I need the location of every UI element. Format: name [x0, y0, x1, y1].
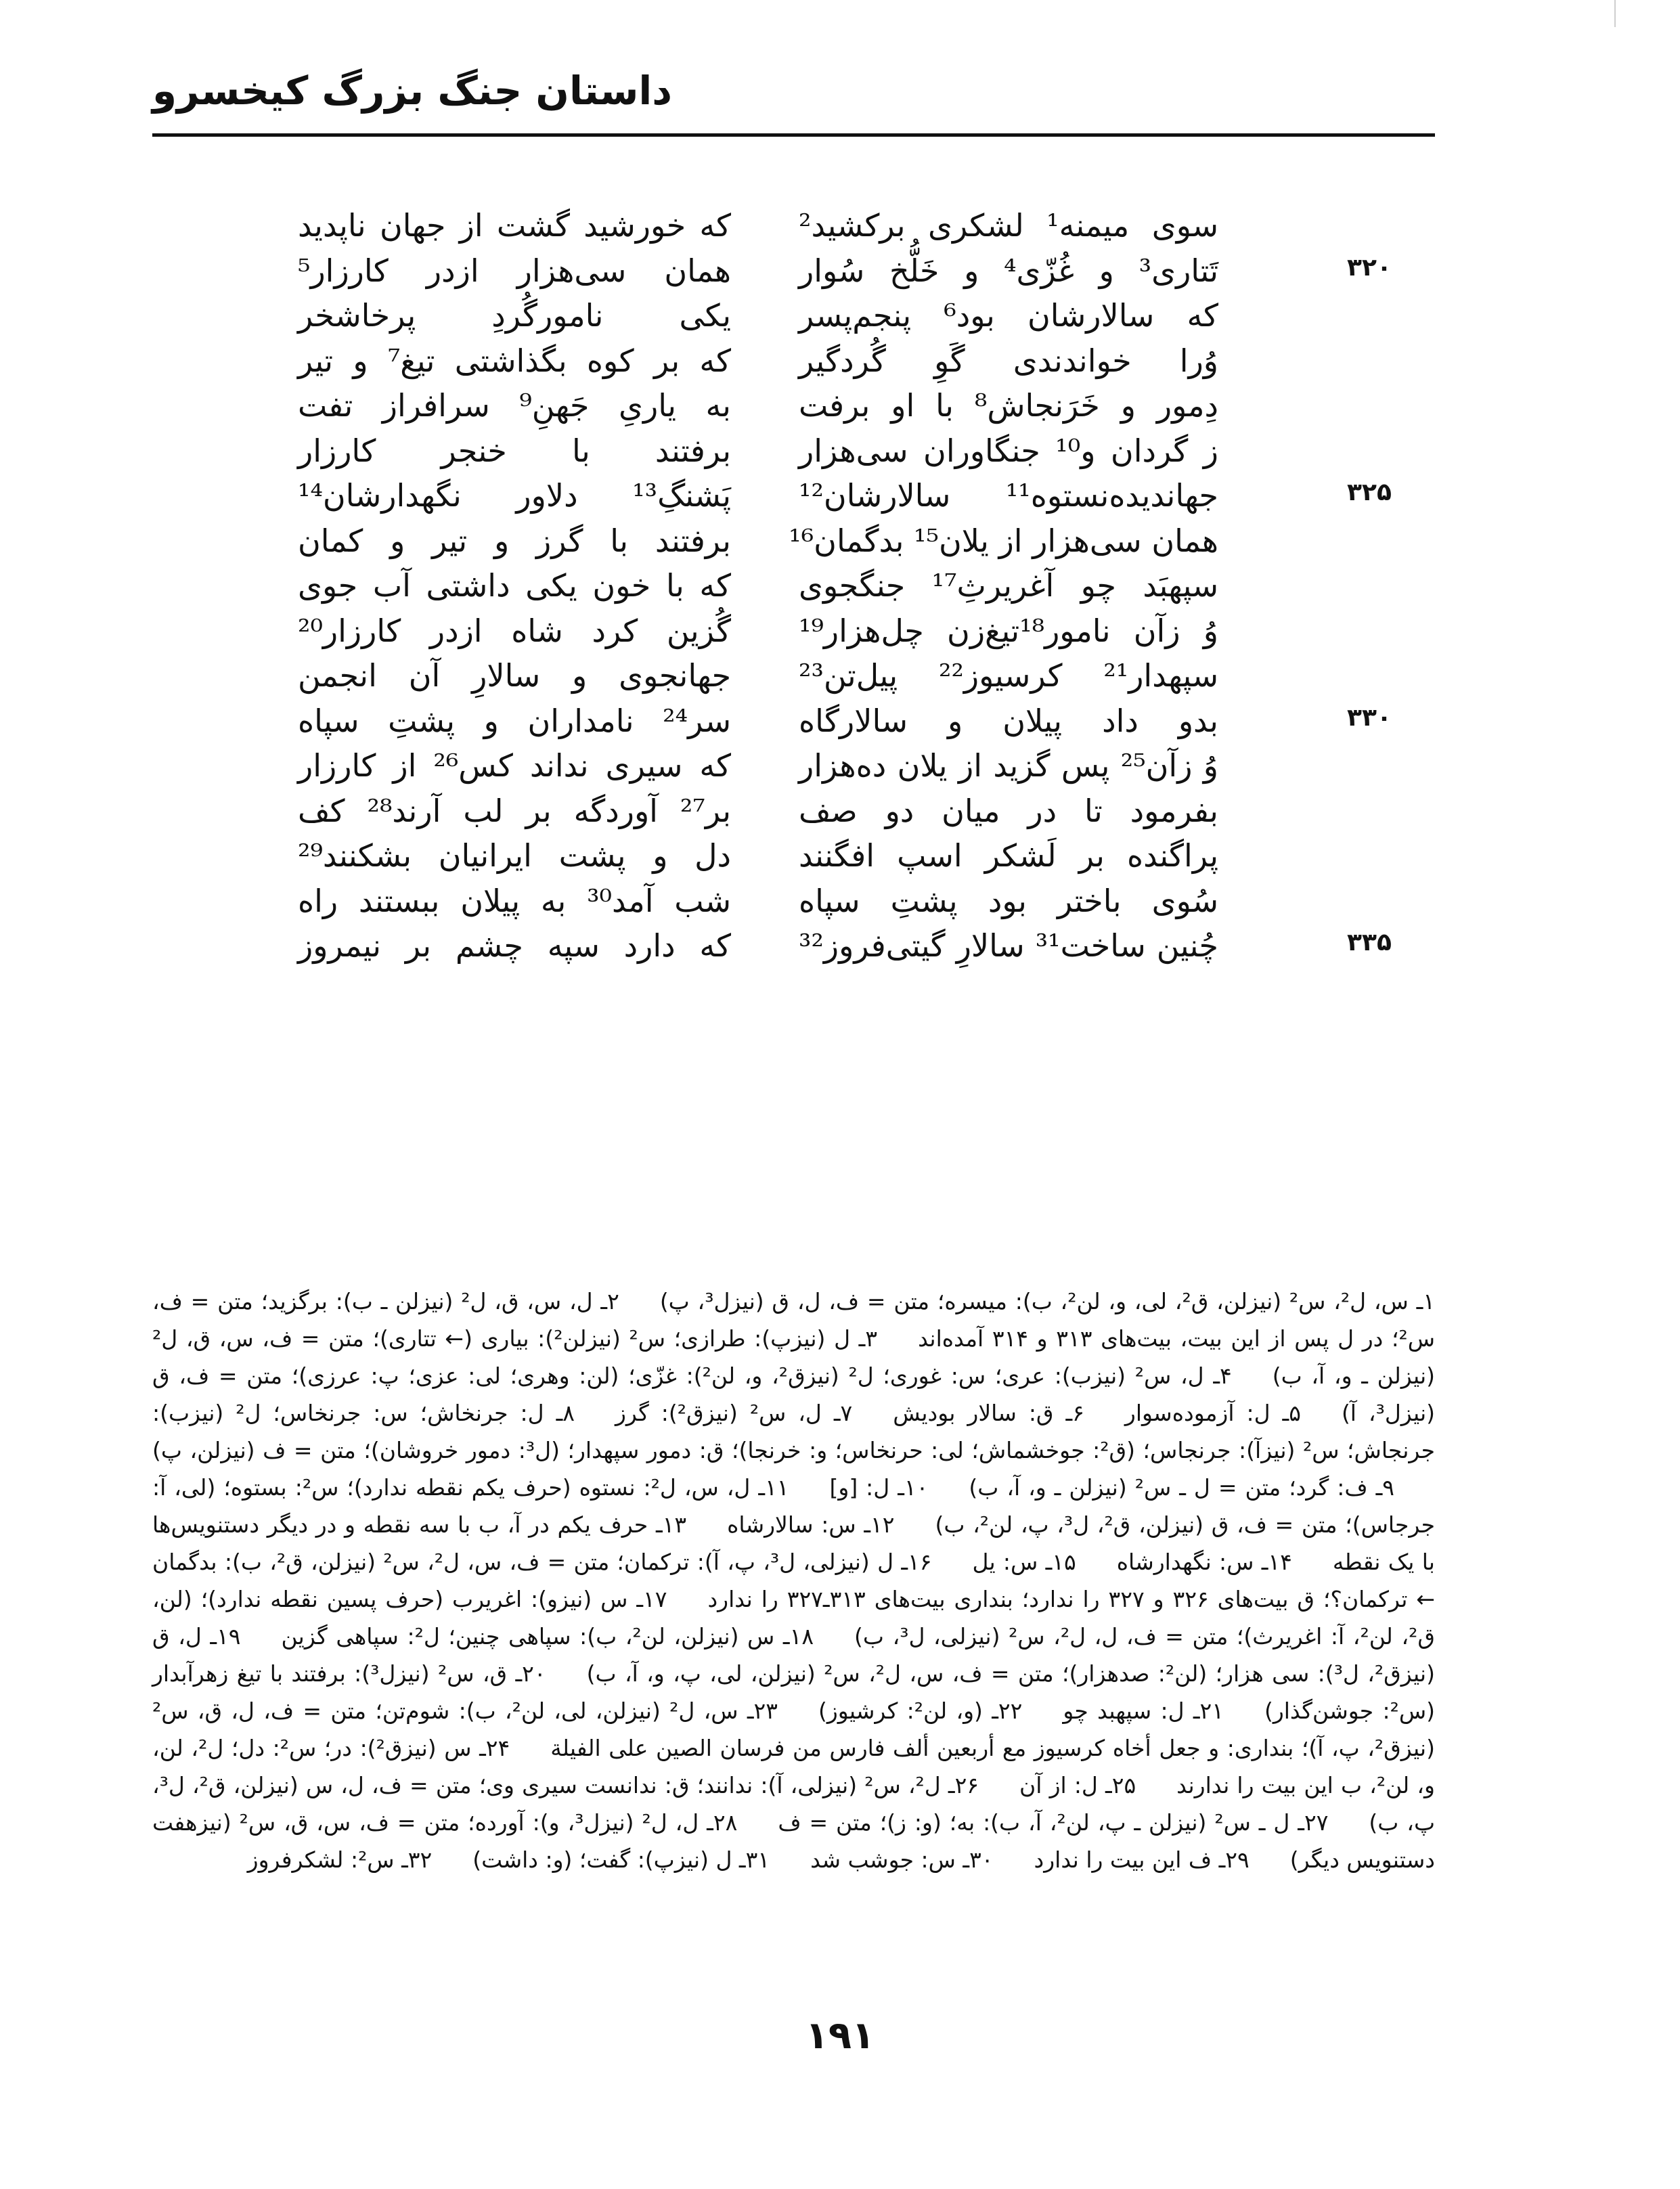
hemistich-first: تَتاری³ و غُزّی⁴ و خَلُّخ سُوار	[799, 252, 1218, 289]
footnote: ۲۲ـ (و، لن²: کرشیوز)	[818, 1698, 1023, 1724]
footnote: ۳ـ ل (نیزپ): طرازی؛ س² (نیزلن²): بیاری (← تتاری)؛ متن = ف، س، ق، ل² (نیزلن ـ و، آ، ب)	[152, 1325, 1436, 1389]
verse-row	[271, 563, 1421, 609]
verse-row	[271, 743, 1421, 789]
header-rule	[152, 133, 1435, 137]
footnotes	[152, 1283, 1435, 1878]
hemistich-first: وُ زآن نامور¹⁸تیغ‌زن چل‌هزار¹⁹	[799, 612, 1218, 649]
footnote: ۲۶ـ ل²، س² (نیزلی، آ): ندانند؛ ق: ندانست سیری وی؛ متن = ف، ل، س (نیزلن، ق²، ل³، پ، ب)	[152, 1772, 1436, 1836]
hemistich-second: برفتند با خنجر کارزار	[298, 432, 731, 469]
footnote: ۳۲ـ س²: لشکرفروز	[247, 1847, 433, 1873]
verse-row	[271, 923, 1421, 969]
footnote: ۱ـ س، ل²، س² (نیزلن، ق²، لی، و، لن²، ب): میسره؛ متن = ف، ل، ق (نیزل³، پ)	[659, 1288, 1436, 1314]
scan-edge-mark	[1614, 0, 1616, 27]
hemistich-first: سوی میمنه¹ لشکری برکشید²	[799, 207, 1219, 244]
footnote: ۲۸ـ ل، ل² (نیزل³، و): آورده؛ متن = ف، س، ق، س² (نیزهفت دستنویس دیگر)	[152, 1809, 1435, 1873]
hemistich-second: که سیری نداند کس²⁶ از کارزار	[298, 747, 731, 784]
verse-number: ۳۲۵	[1347, 479, 1392, 506]
hemistich-first: وُرا خواندندی گَوِ گُردگیر	[799, 342, 1218, 379]
footnote: ۲۰ـ ق، س² (نیزل³): برفتند با تیغ زهرآبدار (س²: جوشن‌گذار)	[152, 1660, 1435, 1724]
verse-row	[271, 473, 1421, 518]
hemistich-second: که دارد سپه چشم بر نیمروز	[298, 927, 731, 964]
verse-row	[271, 338, 1421, 384]
hemistich-first: سپهدار²¹ کرسیوز²² پیل‌تن²³	[799, 657, 1218, 694]
hemistich-first: ز گردان و¹⁰ جنگاوران سی‌هزار	[799, 432, 1218, 469]
hemistich-first: چُنین ساخت³¹ سالارِ گیتی‌فروز³²	[799, 927, 1218, 964]
hemistich-first: که سالارشان بود⁶ پنجم‌پسر	[799, 297, 1218, 334]
verse-row	[271, 293, 1421, 338]
footnote: ۱۴ـ س: نگهدارشاه	[1116, 1549, 1292, 1575]
footnote: ۹ـ ف: گرد؛ متن = ل ـ س² (نیزلن ـ و، آ، ب)	[969, 1474, 1394, 1501]
footnote: ۲۱ـ ل: سپهبد چو	[1063, 1698, 1224, 1724]
footnote: ۲ـ ل، س، ق، ل² (نیزلن ـ ب): برگزید؛ متن = ف، س²؛ در ل پس از این بیت، بیت‌های ۳۱۳ و ۳۱۴ آمده‌اند	[152, 1288, 1435, 1352]
verse-row	[271, 699, 1421, 744]
footnote: ۱۶ـ ل (نیزلی، ل³، پ، آ): ترکمان؛ متن = ف، س، ل²، س² (نیزلن، ق²، ب): بدگمان ← ترکمان؟؛ ق بیت‌های ۳۲۶ و ۳۲۷ را ندارد؛ بنداری بیت‌های ۳۱۳ـ۳۲۷ را ندارد	[152, 1549, 1435, 1612]
hemistich-second: سر²⁴ نامداران و پشتِ سپاه	[298, 702, 731, 739]
footnote: ۱۵ـ س: یل	[972, 1549, 1076, 1575]
running-header-title: داستان جنگ بزرگ کیخسرو	[152, 68, 673, 114]
verse-row	[271, 428, 1421, 474]
hemistich-second: که خورشید گشت از جهان ناپدید	[298, 207, 731, 244]
hemistich-second: بر²⁷ آوردگه بر لب آرند²⁸ کف	[298, 792, 731, 829]
verse-number: ۳۳۰	[1347, 703, 1392, 732]
hemistich-second: پَشنگِ¹³ دلاور نگهدارشان¹⁴	[298, 477, 731, 514]
hemistich-second: شب آمد³⁰ به پیلان ببستند راه	[298, 882, 731, 919]
hemistich-second: که با خون یکی داشتی آب جوی	[298, 567, 731, 604]
footnote: ۱۷ـ س (نیزو): اغریرب (حرف پسین نقطه ندارد)؛ (لن، ق²، لن²، آ: اغریرث)؛ متن = ف، ل، ل²، س² (نیزلی، ل³، ب)	[152, 1586, 1435, 1650]
verse-number: ۳۳۵	[1347, 929, 1392, 956]
verse-row	[271, 203, 1421, 248]
footnote: ۴ـ ل، س² (نیزب): عری؛ س: غوری؛ ل² (نیزق²، و، لن²): غزّی؛ (لن: وهری؛ لی: عزی؛ پ: عرزی)؛ متن = ف، ق (نیزل³، آ)	[152, 1363, 1436, 1426]
footnote: ۱۸ـ س (نیزلن، لن²، ب): سپاهی چنین؛ ل²: سپاهی گزین	[281, 1623, 814, 1650]
hemistich-second: همان سی‌هزار ازدر کارزار⁵	[298, 252, 731, 289]
hemistich-second: که بر کوه بگذاشتی تیغ⁷ و تیر	[298, 342, 731, 379]
footnote: ۵ـ ل: آزموده‌سوار	[1124, 1400, 1301, 1426]
footnote: ۱۳ـ حرف یکم در آ، ب با سه نقطه و در دیگر دستنویس‌ها با یک نقطه	[152, 1511, 1435, 1575]
footnote: ۲۴ـ س (نیزق²): در؛ س²: دل؛ ل²، لن، و، لن²، ب این بیت را ندارند	[152, 1735, 1435, 1798]
hemistich-first: دِمور و خَرَنجاش⁸ با او برفت	[799, 387, 1218, 424]
hemistich-first: سپهبَد چو آغریرثِ¹⁷ جنگجوی	[799, 567, 1218, 604]
footnote: ۱۰ـ ل: [و]	[829, 1474, 929, 1501]
hemistich-first: بفرمود تا در میان دو صف	[799, 792, 1218, 829]
hemistich-first: سُوی باختر بود پشتِ سپاه	[799, 882, 1218, 919]
verse-row	[271, 653, 1421, 699]
hemistich-first: همان سی‌هزار از یلان¹⁵ بدگمان¹⁶	[789, 522, 1218, 559]
footnote: ۸ـ ل: جرنخاش؛ س: جرنخاس؛ ل² (نیزب): جرنجاش؛ س² (نیزآ): جرنجاس؛ (ق²: جوخشماش؛ لی: حرنخاس؛ و: خرنجا)؛ ق: دمور سپهدار؛ (ل³: دمور خروشان)؛ متن = ف (نیزلن، پ)	[152, 1400, 1435, 1463]
hemistich-second: به یاریِ جَهنِ⁹ سرافراز تفت	[298, 387, 731, 424]
hemistich-first: جهاندیده‌نستوه¹¹ سالارشان¹²	[799, 477, 1218, 514]
footnote: ۲۷ـ ل ـ س² (نیزلن ـ پ، لن²، آ، ب): به؛ (و: ز)؛ متن = ف	[778, 1809, 1329, 1836]
hemistich-first: بدو داد پیلان و سالارگاه	[799, 702, 1218, 739]
verse-row	[271, 789, 1421, 834]
footnote: ۲۹ـ ف این بیت را ندارد	[1034, 1847, 1250, 1873]
hemistich-second: دل و پشت ایرانیان بشکنند²⁹	[298, 837, 731, 874]
verse-row	[271, 518, 1421, 564]
footnote: ۱۹ـ ل، ق (نیزق²، ل³): سی هزار؛ (لن²: صدهزار)؛ متن = ف، س، ل²، س² (نیزلن، لی، پ، و، آ، ب)	[152, 1623, 1435, 1687]
hemistich-second: گُزین کرد شاه ازدر کارزار²⁰	[298, 612, 731, 649]
footnote: ۱۲ـ س: سالارشاه	[727, 1511, 895, 1538]
verse-row	[271, 383, 1421, 428]
footnote: ۲۵ـ ل: از آن	[1019, 1772, 1136, 1798]
verse-row	[271, 833, 1421, 879]
verse-block	[271, 203, 1421, 969]
hemistich-second: برفتند با گرز و تیر و کمان	[298, 522, 731, 559]
hemistich-first: پراگنده بر لَشکر اسپ افگنند	[799, 837, 1218, 874]
verse-number: ۳۲۰	[1347, 253, 1392, 282]
hemistich-first: وُ زآن²⁵ پس گزید از یلان ده‌هزار	[799, 747, 1218, 784]
verse-row	[271, 609, 1421, 654]
footnote: ۳۰ـ س: جوشب شد	[810, 1847, 994, 1873]
verse-row	[271, 879, 1421, 924]
footnote: ۲۳ـ س، ل² (نیزلن، لی، لن²، ب): شوم‌تن؛ متن = ف، ل، ق، س² (نیزق²، پ، آ)؛ بنداری: و جعل أخاه کرسیوز مع أربعین ألف فارس من فرسان الصین علی الفیلة	[152, 1698, 1435, 1761]
footnote: ۱۱ـ ل، س، ل²: نستوه (حرف یکم نقطه ندارد)؛ س²: بستوه؛ (لی، آ: جرجاس)؛ متن = ف، ق (نیزلن، ق²، ل³، پ، لن²، ب)	[152, 1474, 1435, 1538]
footnote: ۷ـ ل، س² (نیزق²): گرز	[615, 1400, 853, 1426]
page-number: ۱۹۱	[805, 2014, 875, 2058]
verse-row	[271, 248, 1421, 294]
hemistich-second: جهانجوی و سالارِ آن انجمن	[298, 657, 731, 694]
footnote: ۶ـ ق: سالار بودیش	[893, 1400, 1084, 1426]
footnote: ۳۱ـ ل (نیزپ): گفت؛ (و: داشت)	[472, 1847, 770, 1873]
hemistich-second: یکی نامورگُردِ پرخاشخر	[298, 297, 731, 334]
